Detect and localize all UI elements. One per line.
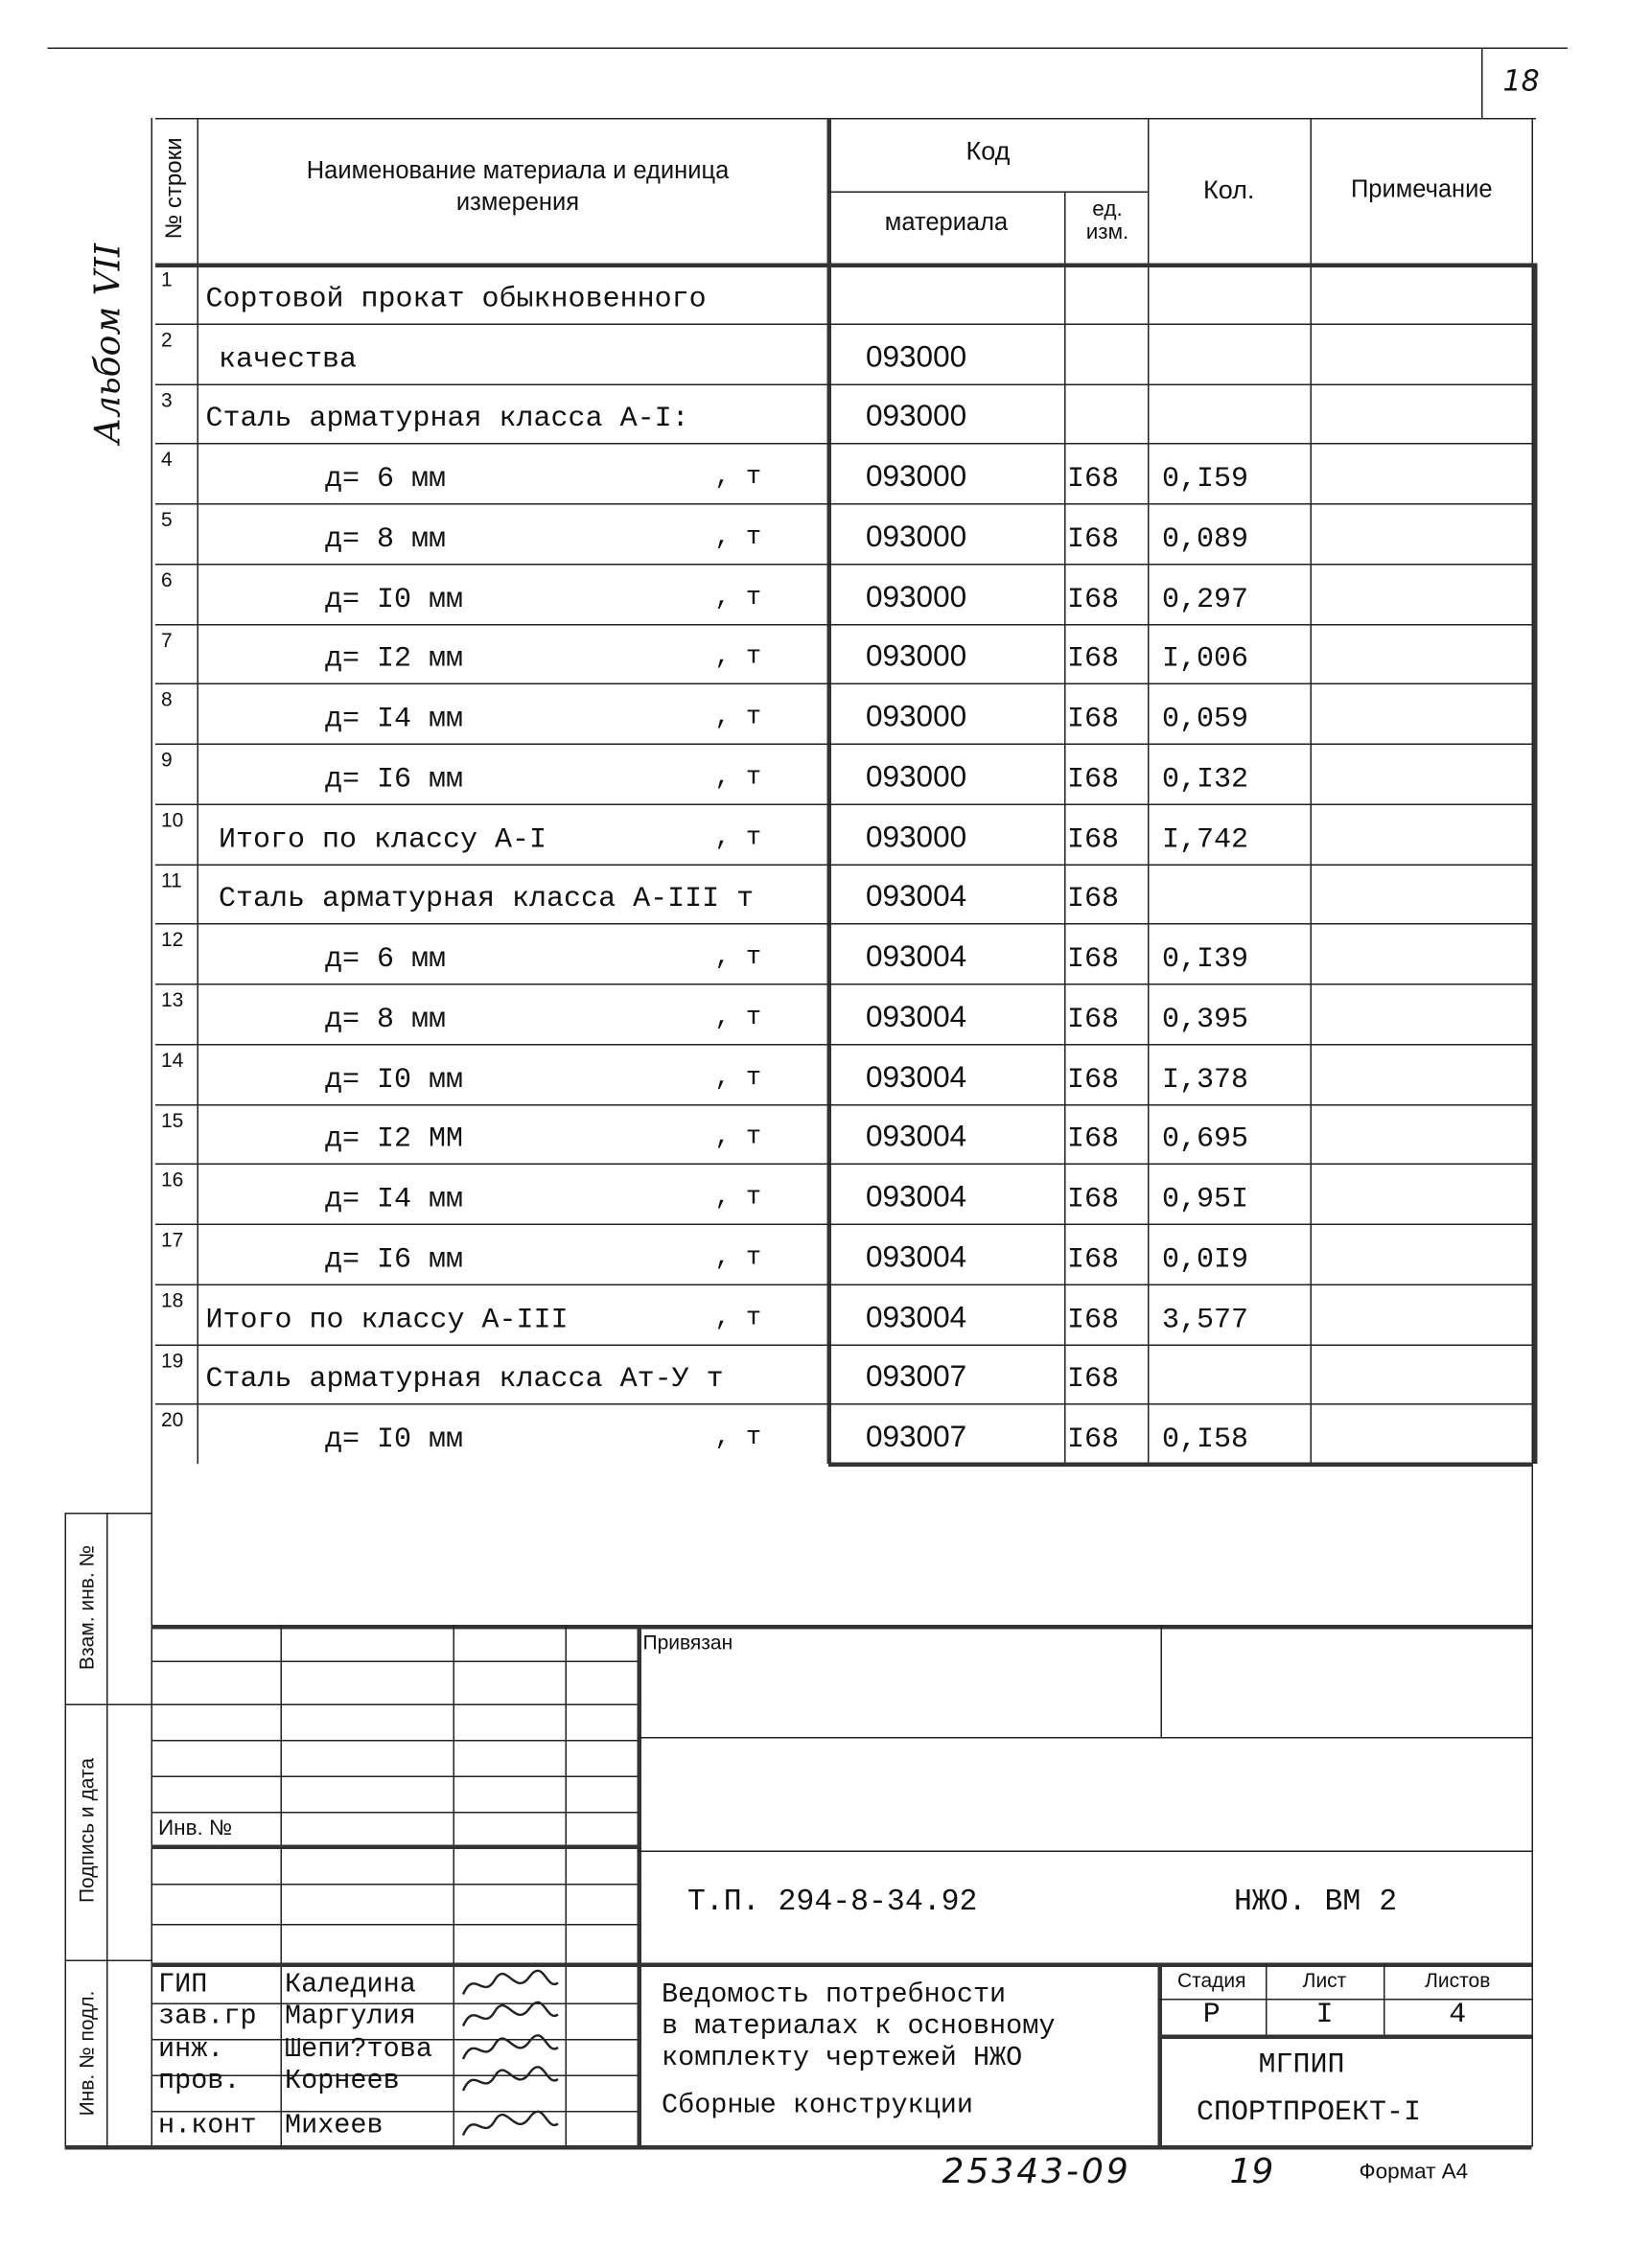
material-code: 093000 (866, 339, 967, 374)
linked-label: Привязан (642, 1631, 733, 1654)
row-divider (155, 1164, 1533, 1166)
sheets-value: 4 (1449, 1999, 1467, 2032)
row-number: 12 (161, 927, 184, 951)
material-code: 093004 (866, 940, 967, 974)
row-divider (155, 744, 1533, 746)
quantity: 0,I39 (1162, 943, 1249, 977)
album-label: Альбом VII (87, 243, 128, 445)
unit-code: I68 (1067, 1183, 1120, 1216)
sheet-label: Лист (1302, 1968, 1347, 1992)
material-unit: , т (714, 943, 762, 972)
title-divider (638, 1963, 1532, 1968)
side-strip (65, 1960, 151, 1962)
row-number: 7 (161, 627, 173, 651)
material-unit: , т (714, 1063, 762, 1093)
header-split (828, 192, 1148, 194)
sheets-label: Листов (1425, 1968, 1491, 1992)
material-unit: , т (714, 583, 762, 613)
unit-code: I68 (1067, 583, 1120, 616)
person-role: н.конт (158, 2109, 257, 2141)
unit-code: I68 (1067, 1363, 1120, 1397)
material-unit: , т (714, 822, 762, 852)
person-role: зав.гр (158, 2000, 257, 2032)
material-code: 093004 (866, 1180, 967, 1214)
col-divider (198, 118, 199, 1464)
material-name: д= I2 мм (325, 642, 464, 677)
grid-line (151, 1884, 638, 1886)
material-name: д= I4 мм (325, 703, 464, 736)
quantity: 0,I59 (1162, 463, 1249, 497)
format-label: Формат А4 (1359, 2160, 1469, 2185)
material-code: 093000 (866, 639, 967, 674)
material-code: 093000 (866, 580, 967, 613)
title-divider (1161, 1625, 1163, 1737)
material-name: д= I0 мм (325, 583, 464, 616)
org-line2: СПОРТПРОЕКТ-I (1196, 2096, 1422, 2130)
row-divider (155, 503, 1533, 505)
header-qty: Кол. (1203, 175, 1255, 204)
row-divider (155, 623, 1533, 625)
title-divider (638, 1851, 1532, 1853)
row-number: 16 (161, 1168, 184, 1192)
material-code: 093000 (866, 400, 967, 433)
grid-line (151, 1845, 638, 1850)
header-bottom (155, 264, 1536, 268)
quantity: 0,297 (1162, 583, 1249, 616)
material-code: 093004 (866, 1120, 967, 1154)
frame-bottom (65, 2145, 1532, 2150)
grid-line (151, 1704, 638, 1706)
title-line: комплекту чертежей НЖО (662, 2042, 1023, 2073)
row-number: 15 (161, 1107, 184, 1131)
doc-code: Т.П. 294-8-34.92 (687, 1886, 978, 1920)
replace-inv-label: Взам. инв. № (75, 1544, 98, 1671)
material-code: 093000 (866, 760, 967, 794)
col-divider (1064, 192, 1066, 1465)
header-code-material: материала (884, 208, 1009, 236)
unit-code: I68 (1067, 1423, 1120, 1457)
stage-label: Стадия (1176, 1968, 1246, 1992)
material-name: д= 8 мм (325, 522, 447, 557)
person-name: Каледина (285, 1968, 416, 2001)
material-code: 093004 (866, 880, 967, 914)
material-unit: , т (714, 642, 762, 672)
unit-code: I68 (1067, 883, 1120, 916)
row-number: 5 (161, 507, 173, 531)
unit-code: I68 (1067, 522, 1120, 557)
material-unit: , т (714, 1243, 762, 1273)
frame-top (155, 118, 1536, 120)
quantity: I,006 (1162, 642, 1249, 677)
quantity: 0,395 (1162, 1003, 1249, 1037)
unit-code: I68 (1067, 943, 1120, 977)
material-unit: , т (714, 763, 762, 793)
material-name: д= I4 мм (325, 1183, 464, 1216)
material-code: 093007 (866, 1360, 967, 1394)
table-bottom (828, 1463, 1533, 1468)
row-number: 9 (161, 748, 173, 771)
material-name: Сталь арматурная класса А-I: (205, 403, 689, 436)
material-unit: , т (714, 1003, 762, 1032)
footer-page: 19 (1229, 2151, 1274, 2191)
inv-no-label: Инв. № (158, 1816, 233, 1840)
title-divider (1158, 2035, 1532, 2040)
row-divider (155, 1103, 1533, 1105)
row-divider (155, 984, 1533, 985)
quantity: 3,577 (1162, 1303, 1249, 1337)
row-number: 3 (161, 387, 173, 411)
side-strip (65, 1513, 151, 1515)
grid-line (151, 1740, 638, 1742)
unit-code: I68 (1067, 1063, 1120, 1097)
unit-code: I68 (1067, 1122, 1120, 1157)
unit-code: I68 (1067, 1003, 1120, 1037)
material-name: Сортовой прокат обыкновенного (205, 283, 707, 316)
material-code: 093000 (866, 520, 967, 554)
header-note: Примечание (1350, 175, 1493, 203)
row-number: 18 (161, 1287, 184, 1311)
col-divider (1311, 118, 1313, 1464)
title-line: в материалах к основному (662, 2010, 1056, 2042)
material-name: д= I6 мм (325, 763, 464, 797)
unit-code: I68 (1067, 822, 1120, 857)
row-divider (155, 683, 1533, 685)
material-name: д= I0 мм (325, 1423, 464, 1457)
grid-line (151, 1963, 638, 1968)
grid-line (151, 1776, 638, 1778)
table-right (1533, 264, 1538, 1465)
row-number: 17 (161, 1228, 184, 1251)
row-divider (155, 564, 1533, 566)
sheet-code: НЖО. ВМ 2 (1234, 1886, 1398, 1920)
quantity: 0,0I9 (1162, 1243, 1249, 1277)
row-number: 11 (161, 868, 182, 891)
row-number: 13 (161, 987, 184, 1011)
material-code: 093000 (866, 820, 967, 854)
unit-code: I68 (1067, 763, 1120, 797)
material-name: Итого по классу А-III (205, 1303, 569, 1337)
stage-value: Р (1202, 1999, 1221, 2032)
row-divider (155, 864, 1533, 866)
row-divider (155, 1284, 1533, 1285)
person-name: Корнеев (285, 2065, 400, 2096)
row-divider (155, 323, 1533, 325)
row-number: 19 (161, 1348, 184, 1372)
page-number-box (1481, 48, 1483, 120)
title-divider (638, 1625, 642, 2147)
title-line: Ведомость потребности (662, 1979, 1007, 2010)
row-number: 20 (161, 1407, 184, 1431)
quantity: I,378 (1162, 1063, 1249, 1097)
material-unit: , т (714, 703, 762, 732)
unit-code: I68 (1067, 1303, 1120, 1337)
row-divider (155, 383, 1533, 385)
sheet-value: I (1315, 1999, 1334, 2032)
row-divider (155, 443, 1533, 445)
row-divider (155, 803, 1533, 805)
person-name: Шепи?това (285, 2033, 432, 2065)
row-number: 6 (161, 567, 173, 591)
unit-code: I68 (1067, 642, 1120, 677)
header-row-no: № строки (162, 137, 187, 240)
material-unit: , т (714, 1122, 762, 1152)
grid-line (151, 1812, 638, 1814)
material-name: Сталь арматурная класса А-III т (219, 883, 755, 916)
material-code: 093000 (866, 460, 967, 494)
header-code: Код (965, 136, 1011, 166)
person-role: инж. (158, 2033, 224, 2065)
material-name: качества (219, 342, 358, 377)
material-code: 093004 (866, 1000, 967, 1034)
material-unit: , т (714, 1183, 762, 1213)
inv-orig-label: Инв. № подл. (75, 1990, 98, 2117)
document-title (662, 1979, 1055, 2073)
title-divider (638, 1737, 1532, 1739)
side-strip (65, 1704, 151, 1706)
row-divider (155, 1224, 1533, 1226)
material-unit: , т (714, 1423, 762, 1452)
material-code: 093004 (866, 1240, 967, 1274)
material-name: д= I2 ММ (325, 1122, 464, 1157)
row-number: 10 (161, 807, 184, 831)
page-number: 18 (1502, 63, 1540, 98)
unit-code: I68 (1067, 1243, 1120, 1277)
material-unit: , т (714, 1303, 762, 1332)
quantity: 0,95I (1162, 1183, 1249, 1216)
top-border (48, 48, 1569, 50)
row-number: 1 (161, 267, 173, 290)
frame-left (151, 118, 153, 2147)
person-name: Михеев (285, 2109, 384, 2141)
material-code: 093004 (866, 1060, 967, 1094)
row-divider (155, 1044, 1533, 1046)
title-block-top (151, 1625, 1532, 1630)
grid-line (151, 1924, 638, 1926)
material-name: д= 8 мм (325, 1003, 447, 1037)
material-code: 093000 (866, 700, 967, 733)
side-strip (106, 1513, 108, 2147)
material-unit: , т (714, 463, 762, 492)
side-strip (65, 1513, 67, 2147)
quantity: 0,059 (1162, 703, 1249, 736)
quantity: I,742 (1162, 822, 1249, 857)
document-subtitle: Сборные конструкции (662, 2089, 973, 2121)
person-role: ГИП (158, 1968, 208, 2001)
quantity: 0,I58 (1162, 1423, 1249, 1457)
org-line1: МГПИП (1258, 2048, 1345, 2082)
col-divider (1148, 118, 1150, 1464)
person-name: Маргулия (285, 2000, 416, 2032)
material-code: 093004 (866, 1300, 967, 1334)
material-name: д= 6 мм (325, 463, 447, 497)
unit-code: I68 (1067, 703, 1120, 736)
person-role: пров. (158, 2065, 241, 2096)
header-code-unit: ед. изм. (1085, 197, 1129, 244)
handwritten-signature (457, 2107, 561, 2144)
row-number: 4 (161, 447, 173, 471)
row-divider (155, 923, 1533, 925)
material-unit: , т (714, 522, 762, 552)
header-name: Наименование материала и единица измерения (306, 156, 730, 216)
material-name: Итого по классу А-I (219, 822, 547, 857)
handwritten-signature (457, 1998, 561, 2035)
sign-date-label: Подпись и дата (75, 1757, 98, 1904)
material-name: д= I6 мм (325, 1243, 464, 1277)
row-divider (155, 1344, 1533, 1346)
col-divider (827, 118, 832, 1464)
material-name: Сталь арматурная класса Ат-У т (205, 1363, 724, 1397)
material-name: д= I0 мм (325, 1063, 464, 1097)
row-number: 8 (161, 687, 173, 711)
quantity: 0,089 (1162, 522, 1249, 557)
material-code: 093007 (866, 1421, 967, 1454)
archive-number: 25343-09 (942, 2151, 1131, 2191)
row-divider (155, 1403, 1533, 1405)
quantity: 0,I32 (1162, 763, 1249, 797)
row-number: 14 (161, 1048, 184, 1072)
grid-line (151, 1661, 638, 1663)
unit-code: I68 (1067, 463, 1120, 497)
quantity: 0,695 (1162, 1122, 1249, 1157)
material-name: д= 6 мм (325, 943, 447, 977)
handwritten-signature (457, 2062, 561, 2099)
row-number: 2 (161, 327, 173, 351)
